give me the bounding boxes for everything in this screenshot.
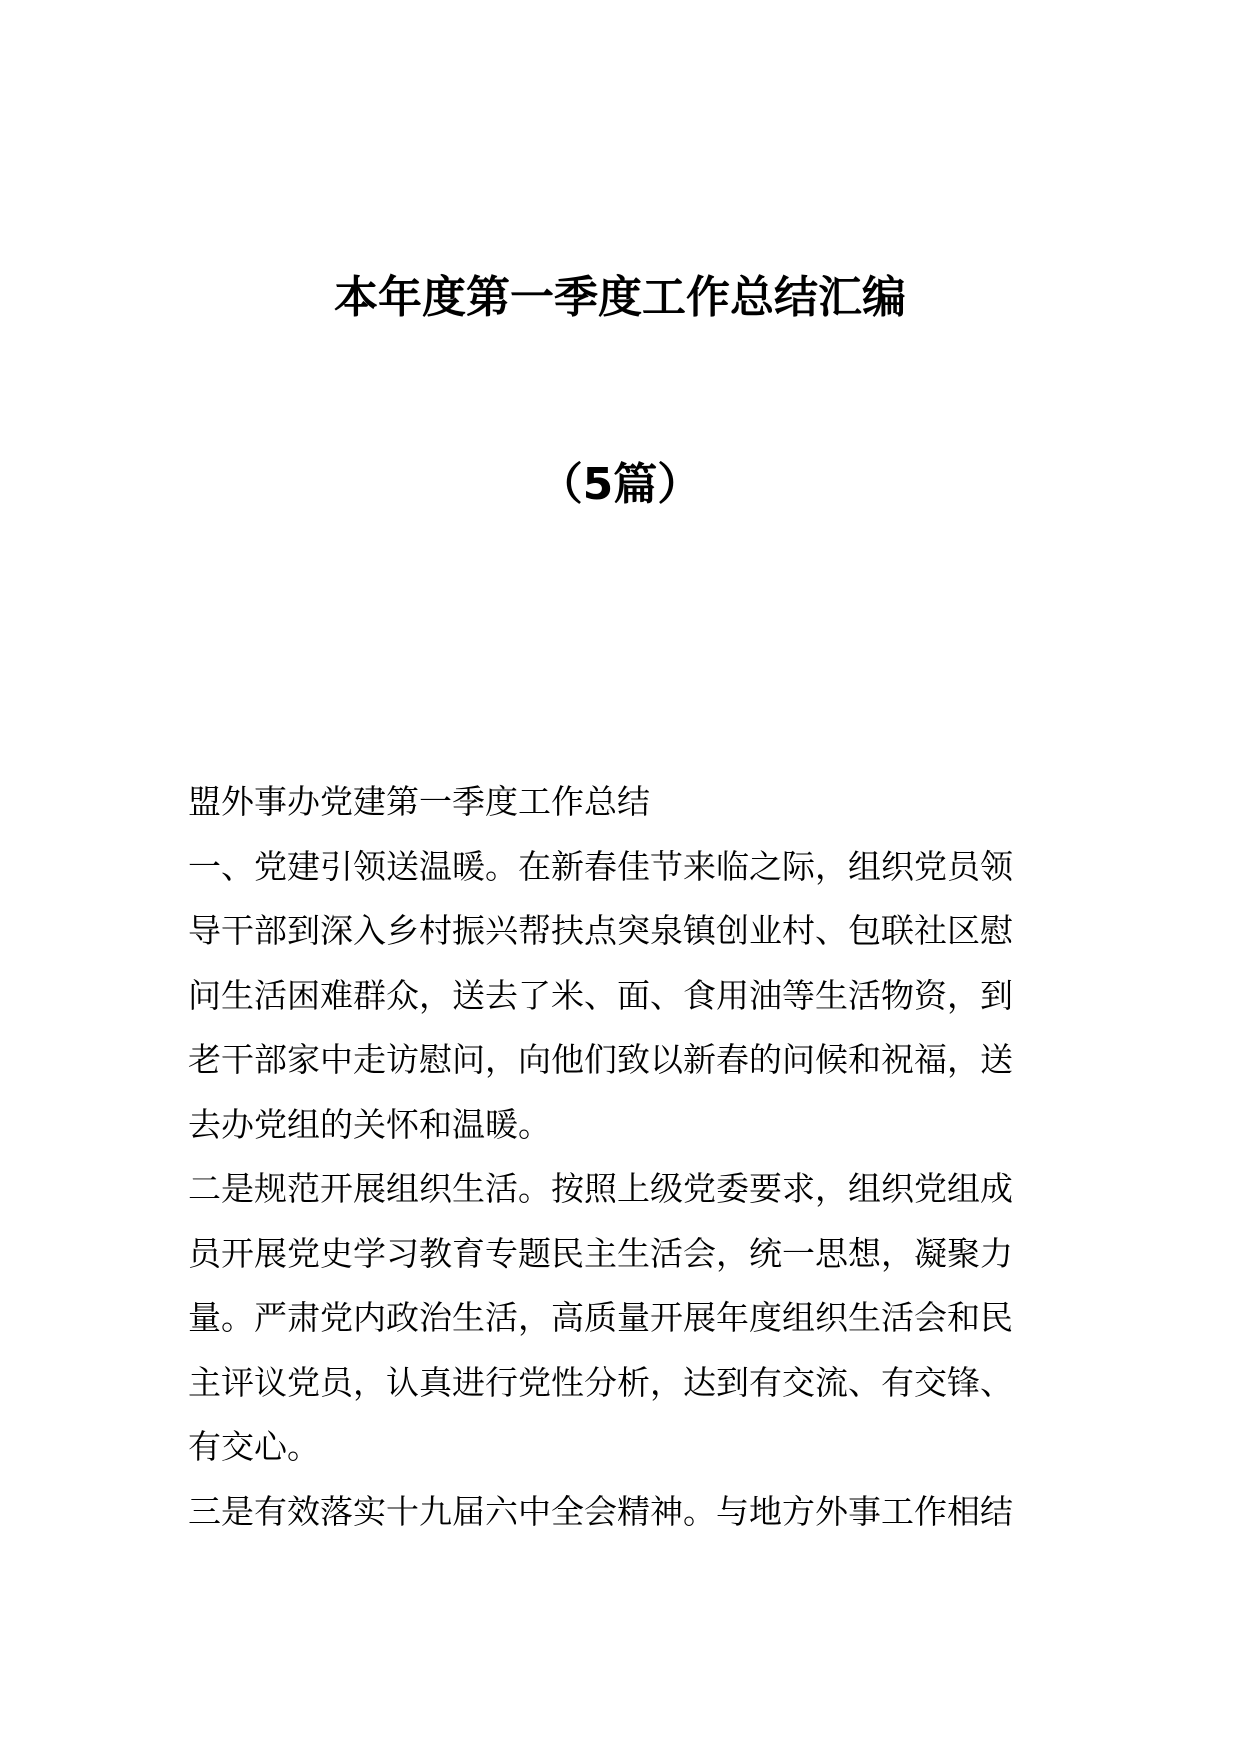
paragraph-line: 去办党组的关怀和温暖。 bbox=[188, 1104, 551, 1144]
section-heading: 盟外事办党建第一季度工作总结 bbox=[188, 782, 650, 821]
paragraph-line: 二是规范开展组织生活。按照上级党委要求，组织党组成 bbox=[188, 1169, 1013, 1208]
paragraph-line: 有交心。 bbox=[188, 1427, 320, 1466]
paragraph-line: 员开展党史学习教育专题民主生活会，统一思想，凝聚力 bbox=[188, 1233, 1013, 1273]
paragraph-line: 导干部到深入乡村振兴帮扶点突泉镇创业村、包联社区慰 bbox=[188, 911, 1013, 950]
paragraph-line: 量。严肃党内政治生活，高质量开展年度组织生活会和民 bbox=[188, 1298, 1013, 1337]
paragraph-line: 一、党建引领送温暖。在新春佳节来临之际，组织党员领 bbox=[188, 846, 1013, 886]
paragraph-line: 老干部家中走访慰问，向他们致以新春的问候和祝福，送 bbox=[188, 1040, 1013, 1079]
document-body bbox=[188, 770, 1068, 1544]
document-title: 本年度第一季度工作总结汇编 bbox=[334, 272, 906, 323]
paragraph-line: 三是有效落实十九届六中全会精神。与地方外事工作相结 bbox=[188, 1491, 1013, 1531]
document-subtitle: （5篇） bbox=[538, 459, 702, 510]
paragraph-line: 问生活困难群众，送去了米、面、食用油等生活物资，到 bbox=[188, 975, 1013, 1015]
paragraph-line: 主评议党员，认真进行党性分析，达到有交流、有交锋、 bbox=[188, 1362, 1013, 1402]
